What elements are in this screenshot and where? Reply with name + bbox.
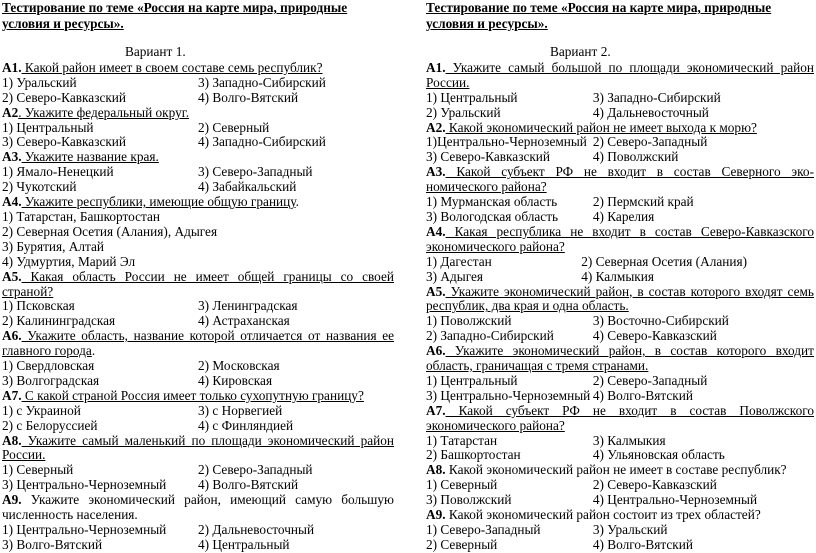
question-text — [2, 61, 394, 76]
answer-row — [2, 478, 394, 493]
answer-row — [2, 374, 394, 389]
answer-option: 1) Северо-Западный — [426, 522, 541, 537]
answer-row — [2, 299, 394, 314]
question-number: А6. — [426, 343, 446, 359]
question-tail: . — [295, 194, 299, 210]
answer-option: 3) Северо-Кавказский — [426, 149, 551, 165]
answer-option: 4) Волго-Вятский — [592, 387, 693, 403]
answer-option: 1) Псковская — [2, 298, 75, 314]
question — [426, 508, 814, 553]
question-text — [2, 270, 394, 300]
answer-option: 2) Уральский — [426, 104, 501, 120]
answer-option: 4) Центральный — [198, 536, 290, 552]
answer-row — [426, 493, 814, 508]
question — [426, 225, 814, 285]
answer-option: 1) Свердловская — [2, 358, 95, 374]
question-prompt: . Укажите федеральный округ. — [18, 104, 190, 120]
answer-row — [426, 538, 814, 553]
answer-option: 1) Центральный — [426, 89, 518, 105]
question — [2, 434, 394, 494]
question-number: А4. — [2, 194, 22, 210]
question-text — [2, 493, 394, 523]
answer-option: 2) Северный — [426, 536, 498, 552]
question-prompt: Какая область России не имеет общей границы со своей страной? — [2, 268, 394, 299]
question-prompt: Какой экономический район не имеет в составе республик? — [445, 462, 787, 478]
question — [2, 61, 394, 106]
answer-option: 3) Западно-Сибирский — [198, 74, 326, 90]
question — [2, 195, 394, 270]
question-number: А1. — [426, 59, 446, 75]
question — [426, 121, 814, 166]
answer-option: 1) Мурманская область — [426, 194, 558, 210]
answer-option: 3) Западно-Сибирский — [592, 89, 721, 105]
answer-row — [426, 448, 814, 463]
answer-option: 4) Волго-Вятский — [198, 89, 299, 105]
answer-option: 1) Центральный — [426, 372, 518, 388]
answer-row — [426, 150, 814, 165]
answer-row — [426, 478, 814, 493]
answer-option: 4) Удмуртия, Марий Эл — [2, 253, 136, 269]
answer-option: 3) Ленинградская — [198, 298, 298, 314]
answer-option: 3) Уральский — [592, 522, 668, 537]
answer-option: 3) Калмыкия — [592, 432, 666, 448]
question-number: А8. — [2, 432, 22, 448]
question-prompt: Какая республика не входит в состав Северо-Кавказского экономического района? — [426, 223, 814, 254]
question-number: А9. — [426, 507, 446, 523]
question-text — [426, 61, 814, 91]
answer-option: 2) Западно-Сибирский — [426, 328, 554, 344]
question-text — [426, 463, 814, 478]
answer-option: 4) Кировская — [198, 372, 273, 388]
answer-row — [426, 374, 814, 389]
answer-row — [426, 106, 814, 121]
answer-row — [426, 523, 814, 538]
question-prompt: Укажите экономический район, в состав которого входят семь республик, два края и одна область. — [426, 283, 814, 314]
question-number: А3. — [2, 149, 22, 165]
answer-row — [2, 523, 394, 538]
left-column — [2, 0, 394, 553]
question-list — [2, 61, 394, 553]
answer-row — [426, 195, 814, 210]
variant-heading: Вариант 2. — [550, 44, 611, 59]
question-number: А6. — [2, 328, 22, 344]
variant-heading: Вариант 1. — [125, 44, 186, 59]
answer-option: 2) Северо-Западный — [198, 462, 313, 478]
answer-row — [426, 135, 814, 150]
question-prompt: Какой район имеет в своем составе семь республик? — [21, 59, 323, 75]
answer-row — [2, 419, 394, 434]
question — [2, 389, 394, 434]
test-title: Тестирование по теме «Россия на карте мира, природные условия и ресурсы». — [2, 0, 348, 31]
answer-option: 2) Северная Осетия (Алания), Адыгея — [2, 223, 218, 239]
answer-option: 1) Татарстан — [426, 432, 498, 448]
question-number: А8. — [426, 462, 446, 478]
answer-option: 2) Северо-Кавказский — [592, 477, 717, 493]
answer-row — [426, 434, 814, 449]
question-number: А1. — [2, 59, 22, 75]
answer-option: 3) Восточно-Сибирский — [592, 313, 729, 329]
question-text — [426, 121, 814, 136]
question-list — [426, 61, 814, 553]
answer-option: 4) Забайкальский — [198, 179, 297, 195]
answer-option: 1) Ямало-Ненецкий — [2, 164, 114, 180]
answer-option: 3) Адыгея — [426, 268, 483, 284]
answer-option: 1) Центральный — [2, 119, 94, 135]
answer-row — [2, 91, 394, 106]
answer-option: 3) Центрально-Черноземный — [2, 477, 167, 493]
question-prompt: Какой субъект РФ не входит в состав Поволжского экономического района? — [426, 402, 814, 433]
question-number: А2 — [2, 104, 19, 120]
answer-row — [426, 210, 814, 225]
question — [2, 329, 394, 389]
answer-option: 1) Татарстан, Башкортостан — [2, 208, 161, 224]
question — [426, 344, 814, 404]
question-prompt: С какой страной Россия имеет только сухопутную границу? — [21, 387, 364, 403]
answer-option: 3) Северо-Кавказский — [2, 134, 127, 150]
answer-row — [2, 359, 394, 374]
answer-option: 3) Бурятия, Алтай — [2, 238, 105, 254]
answer-option: 3) Волгоградская — [2, 372, 100, 388]
answer-row — [426, 389, 814, 404]
answer-option: 3) Волго-Вятский — [2, 536, 103, 552]
question — [2, 150, 394, 195]
answer-row — [426, 329, 814, 344]
question-prompt: Укажите область, название которой отличается от названия ее главного города — [2, 328, 394, 359]
answer-option: 4) Дальневосточный — [592, 104, 709, 120]
answer-option: 4) Ульяновская область — [592, 447, 725, 463]
answer-row — [2, 314, 394, 329]
answer-option: 1) Поволжский — [426, 313, 512, 329]
answer-option: 3) Поволжский — [426, 492, 512, 508]
answer-option: 4) Западно-Сибирский — [198, 134, 326, 150]
question-prompt: Какой экономический район не имеет выхода к морю? — [445, 119, 757, 135]
answer-row — [2, 165, 394, 180]
question — [2, 493, 394, 553]
answer-option: 2) Северо-Западный — [592, 372, 708, 388]
answer-option: 2) Чукотский — [2, 179, 77, 195]
answer-option: 4) с Финляндией — [198, 417, 294, 433]
answer-option: 2) Северо-Кавказский — [2, 89, 127, 105]
answer-row — [426, 314, 814, 329]
question — [426, 404, 814, 464]
answer-option: 4) Волго-Вятский — [198, 477, 299, 493]
question-text — [426, 225, 814, 255]
question-text — [426, 285, 814, 315]
answer-row — [2, 463, 394, 478]
question-number: А7. — [426, 402, 446, 418]
question-text — [2, 389, 394, 404]
question-number: А2. — [426, 119, 446, 135]
question-text — [2, 329, 394, 359]
question-number: А4. — [426, 223, 446, 239]
answer-option: 1) Дагестан — [426, 253, 492, 269]
answer-option: 2) Северо-Западный — [592, 134, 708, 150]
answer-option: 4) Центрально-Черноземный — [592, 492, 758, 508]
answer-option: 3) Вологодская область — [426, 208, 559, 224]
question-prompt: Укажите республики, имеющие общую границу — [21, 194, 296, 210]
answer-option: 2) Дальневосточный — [198, 522, 315, 537]
answer-row — [2, 76, 394, 91]
answer-row — [2, 538, 394, 553]
answer-option: 4) Карелия — [592, 208, 655, 224]
answer-row — [426, 255, 814, 270]
test-title: Тестирование по теме «Россия на карте мира, природные условия и ресурсы». — [426, 0, 772, 31]
question — [2, 270, 394, 330]
question-text — [2, 434, 394, 464]
answer-option: 2) Пермский край — [592, 194, 694, 210]
answer-option: 1) Центрально-Черноземный — [2, 522, 167, 537]
answer-row — [2, 180, 394, 195]
answer-option: 4) Поволжский — [592, 149, 679, 165]
answer-option: 4) Калмыкия — [581, 268, 654, 284]
question-number: А9. — [2, 492, 22, 508]
answer-option: 2) Северный — [198, 119, 270, 135]
answer-option: 3) с Норвегией — [198, 402, 283, 418]
question-prompt: Укажите экономический район, в состав которого входит область, граничащая с тремя странами. — [426, 343, 814, 374]
question-number: А5. — [426, 283, 446, 299]
answer-option: 4) Астраханская — [198, 313, 290, 329]
answer-option: 1) Северный — [426, 477, 498, 493]
question-prompt: Укажите самый маленький по площади экономический район России. — [2, 432, 394, 463]
answer-option: 1) Северный — [2, 462, 74, 478]
question-tail: . — [91, 343, 96, 359]
answer-row — [2, 121, 394, 136]
question-number: А3. — [426, 164, 446, 180]
question — [426, 463, 814, 508]
answer-option: 3) Центрально-Черноземный — [426, 387, 591, 403]
question-text — [2, 150, 394, 165]
answer-option: 4) Волго-Вятский — [592, 536, 693, 552]
answer-option: 3) Северо-Западный — [198, 164, 313, 180]
answer-option: 2) Башкортостан — [426, 447, 521, 463]
right-column — [426, 0, 814, 553]
answer-row — [2, 404, 394, 419]
question-prompt: Укажите экономический район, имеющий самую большую численность населения. — [2, 492, 394, 523]
question-text — [426, 344, 814, 374]
answer-option: 2) Московская — [198, 358, 280, 374]
answer-row — [426, 91, 814, 106]
answer-option: 4) Северо-Кавказский — [592, 328, 717, 344]
answer-option: 1) с Украиной — [2, 402, 81, 418]
question-text — [2, 106, 394, 121]
question — [2, 106, 394, 151]
question — [426, 285, 814, 345]
question-prompt: Какой субъект РФ не входит в состав Северного эко-номического района? — [426, 164, 814, 195]
answer-option: 2) Калининградская — [2, 313, 116, 329]
question-text — [2, 195, 394, 210]
question-prompt: Какой экономический район состоит из трех областей? — [445, 507, 761, 523]
question-number: А5. — [2, 268, 22, 284]
question — [426, 61, 814, 121]
answer-row — [426, 270, 814, 285]
answer-option: 2) Северная Осетия (Алания) — [581, 253, 748, 269]
question — [426, 165, 814, 225]
answer-row — [2, 135, 394, 150]
question-prompt: Укажите самый большой по площади экономический район России. — [426, 59, 814, 90]
answer-option: 1)Центрально-Черноземный — [426, 134, 587, 150]
question-prompt: Укажите название края. — [21, 149, 159, 165]
question-number: А7. — [2, 387, 22, 403]
question-text — [426, 165, 814, 195]
answer-option: 2) с Белоруссией — [2, 417, 98, 433]
answer-option: 1) Уральский — [2, 74, 77, 90]
question-text — [426, 404, 814, 434]
